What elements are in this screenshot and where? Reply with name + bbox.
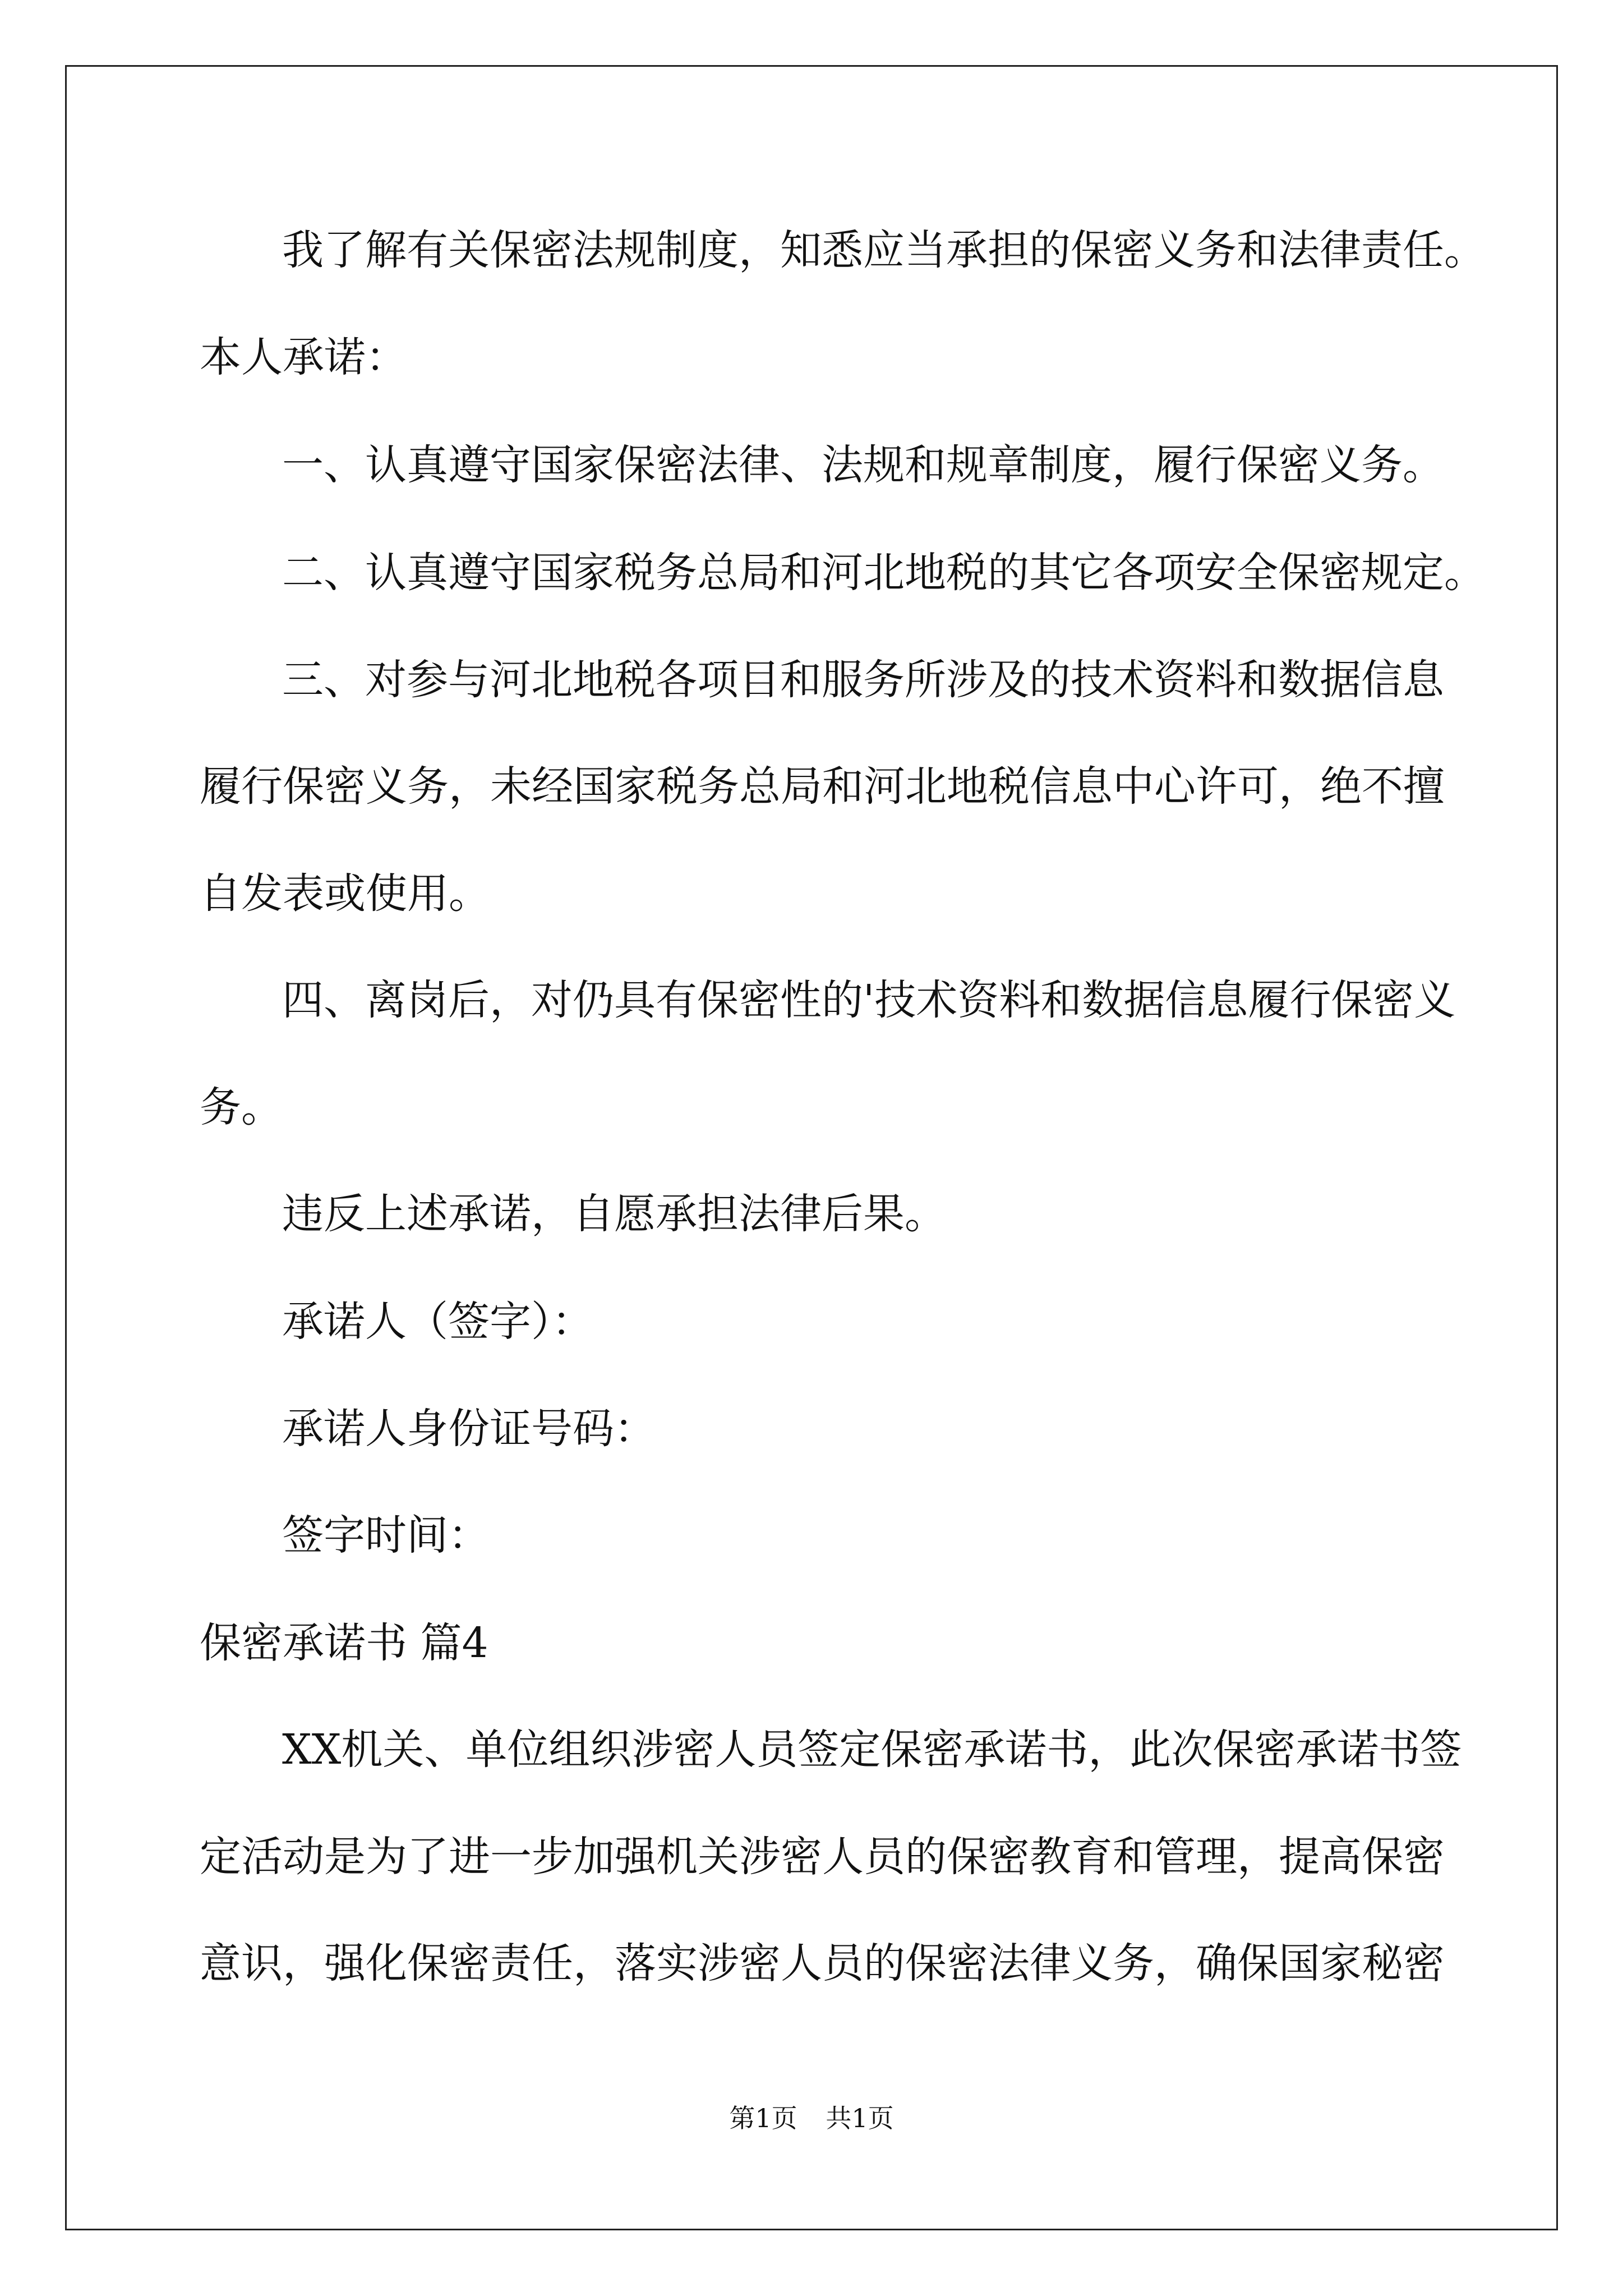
paragraph-line: 三、对参与河北地税各项目和服务所涉及的技术资料和数据信息 <box>282 656 1444 704</box>
page-footer <box>0 2105 1623 2131</box>
paragraph-line: 履行保密义务，未经国家税务总局和河北地税信息中心许可，绝不擅 <box>200 762 1445 811</box>
paragraph-line: XX机关、单位组织涉密人员签定保密承诺书，此次保密承诺书签 <box>282 1726 1462 1774</box>
paragraph-line: 自发表或使用。 <box>200 869 490 918</box>
paragraph-line: 四、离岗后，对仍具有保密性的'技术资料和数据信息履行保密义 <box>282 976 1456 1024</box>
paragraph-line: 一、认真遵守国家保密法律、法规和规章制度，履行保密义务。 <box>282 441 1444 489</box>
paragraph-line: 定活动是为了进一步加强机关涉密人员的保密教育和管理，提高保密 <box>200 1833 1445 1881</box>
paragraph-line: 本人承诺： <box>200 333 407 381</box>
signature-label: 承诺人（签字）： <box>282 1297 593 1346</box>
paragraph-line: 我了解有关保密法规制度，知悉应当承担的保密义务和法律责任。 <box>282 226 1486 274</box>
id-number-label: 承诺人身份证号码： <box>282 1405 656 1453</box>
paragraph-line: 意识，强化保密责任，落实涉密人员的保密法律义务，确保国家秘密 <box>200 1939 1445 1987</box>
paragraph-line: 违反上述承诺，自愿承担法律后果。 <box>282 1190 946 1238</box>
page-total: 共1页 <box>826 2103 894 2133</box>
section-heading: 保密承诺书 篇4 <box>200 1619 488 1667</box>
paragraph-line: 务。 <box>200 1083 283 1131</box>
paragraph-line: 二、认真遵守国家税务总局和河北地税的其它各项安全保密规定。 <box>282 549 1486 597</box>
page-border <box>65 65 1558 2230</box>
page-number: 第1页 <box>729 2103 797 2133</box>
sign-date-label: 签字时间： <box>282 1511 490 1559</box>
